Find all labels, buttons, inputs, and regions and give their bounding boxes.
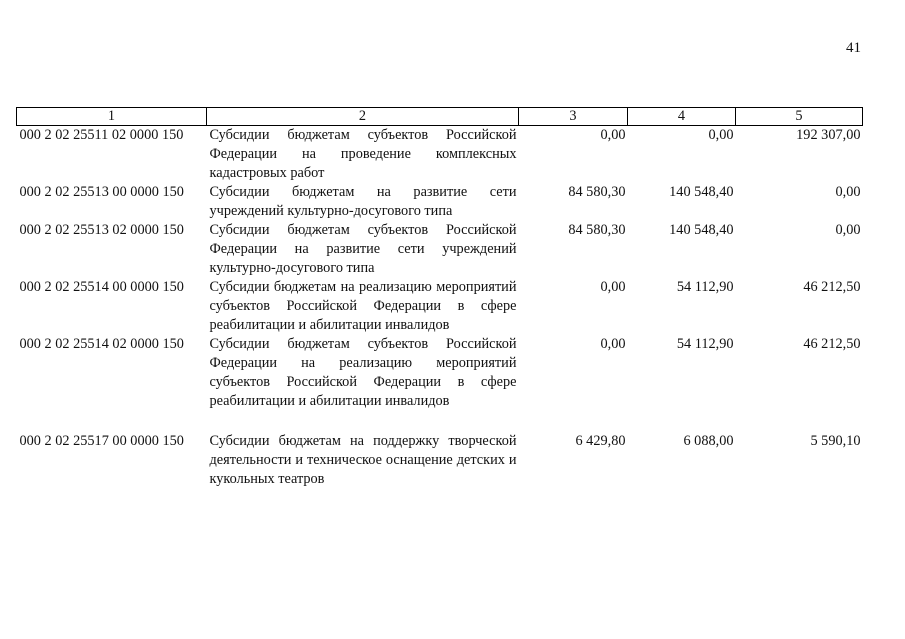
budget-table: [16, 107, 863, 489]
column-header-5: 5: [736, 108, 863, 126]
column-header-2: 2: [207, 108, 519, 126]
budget-code: 000 2 02 25517 00 0000 150: [19, 433, 184, 449]
table-row: [17, 432, 863, 489]
budget-code: 000 2 02 25511 02 0000 150: [19, 127, 184, 143]
amount-col-3: 0,00: [600, 336, 626, 352]
amount-col-4: 54 112,90: [676, 279, 734, 295]
budget-code: 000 2 02 25513 00 0000 150: [19, 184, 184, 200]
amount-col-4: 54 112,90: [676, 336, 734, 352]
page-number: 41: [846, 40, 861, 56]
table-row: [17, 126, 863, 184]
column-header-4: 4: [628, 108, 736, 126]
row-description: Субсидии бюджетам на поддержку творческой деятельности и техническое оснащение детских и кукольных театров: [209, 433, 517, 487]
column-header-3: 3: [519, 108, 628, 126]
table-header-row: [17, 108, 863, 126]
row-description: Субсидии бюджетам на реализацию мероприятий субъектов Российской Федерации в сфере реабилитации и абилитации инвалидов: [209, 279, 517, 333]
amount-col-3: 84 580,30: [568, 222, 626, 238]
budget-code: 000 2 02 25514 02 0000 150: [19, 336, 184, 352]
amount-col-5: 0,00: [835, 222, 861, 238]
column-header-1: 1: [17, 108, 207, 126]
table-row: [17, 183, 863, 221]
amount-col-4: 0,00: [708, 127, 734, 143]
row-description: Субсидии бюджетам субъектов Российской Федерации на реализацию мероприятий субъектов Российской Федерации в сфере реабилитации и абилитации инвалидов: [209, 336, 517, 409]
row-description: Субсидии бюджетам субъектов Российской Федерации на проведение комплексных кадастровых работ: [209, 127, 517, 181]
amount-col-4: 140 548,40: [669, 184, 734, 200]
amount-col-4: 140 548,40: [669, 222, 734, 238]
row-description: Субсидии бюджетам на развитие сети учреждений культурно-досугового типа: [209, 184, 517, 219]
amount-col-3: 0,00: [600, 127, 626, 143]
budget-code: 000 2 02 25514 00 0000 150: [19, 279, 184, 295]
row-description: Субсидии бюджетам субъектов Российской Федерации на развитие сети учреждений культурно-досугового типа: [209, 222, 517, 276]
amount-col-5: 192 307,00: [796, 127, 861, 143]
table-row: [17, 278, 863, 335]
table-row: [17, 335, 863, 432]
amount-col-3: 6 429,80: [575, 433, 626, 449]
amount-col-5: 46 212,50: [803, 279, 861, 295]
table-row: [17, 221, 863, 278]
amount-col-5: 46 212,50: [803, 336, 861, 352]
amount-col-5: 0,00: [835, 184, 861, 200]
amount-col-5: 5 590,10: [810, 433, 861, 449]
amount-col-4: 6 088,00: [683, 433, 734, 449]
budget-code: 000 2 02 25513 02 0000 150: [19, 222, 184, 238]
amount-col-3: 0,00: [600, 279, 626, 295]
amount-col-3: 84 580,30: [568, 184, 626, 200]
